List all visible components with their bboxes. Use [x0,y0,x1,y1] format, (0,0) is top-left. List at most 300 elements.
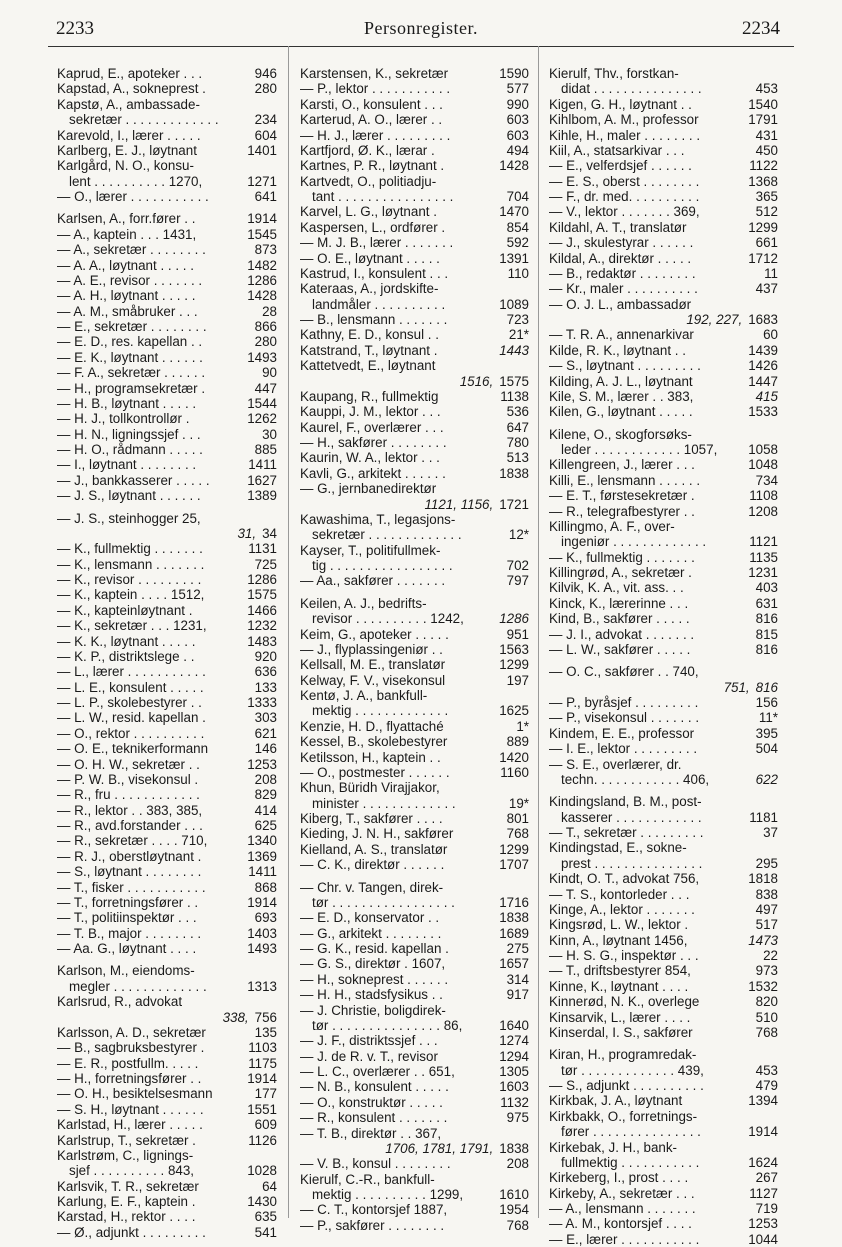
entry-page-ref: 1657 [499,956,529,972]
register-entry [300,780,529,811]
register-entry [549,1170,778,1185]
register-entry [549,220,778,235]
register-entry [57,158,277,189]
entry-name: — P., lektor . . . . . . . . . . . [300,81,451,97]
entry-name: — K. P., distriktslege . . [57,648,195,664]
entry-text [57,304,258,319]
register-entry [57,1102,277,1117]
entry-text [549,1232,744,1247]
entry-page-ref: 1540 [748,96,778,112]
entry-name: Kinnerød, N. K., overlege [549,994,700,1010]
register-entry [300,66,529,81]
entry-name: — F. A., sekretær . . . . . . [57,365,206,381]
entry-name: — J. I., advokat . . . . . . . [549,626,695,642]
register-entry [549,825,778,840]
register-entry [549,933,778,948]
register-entry [549,963,778,978]
entry-page-ref: 780 [506,435,529,450]
entry-page-ref: 1313 [247,978,277,994]
register-entry [57,258,277,273]
entry-page-ref: 1443 [499,342,529,358]
entry-name: Khun, Büridh Virajjakor, [300,780,440,796]
entry-name: Kastrud, I., konsulent . . . [300,265,449,281]
entry-continuation: 338, [222,1009,249,1025]
entry-text [57,227,243,242]
register-entry [57,1025,277,1040]
register-entry [549,1186,778,1201]
entry-text [549,963,752,978]
entry-name: — H. J., tollkontrollør . [57,411,190,427]
entry-name: — H., sakfører . . . . . . . . [300,435,447,450]
entry-name: Kateraas, A., jordskifte- [300,281,439,297]
entry-page-ref: 1683 [748,312,778,327]
entry-page-ref: 1028 [247,1163,277,1179]
entry-page-ref: 437 [755,281,778,297]
entry-name: — O., konstruktør . . . . . [300,1094,443,1110]
entry-page-ref: 1286 [499,611,529,627]
entry-page-ref: 1640 [499,1017,529,1033]
entry-name: — H. N., ligningssjef . . . [57,426,201,442]
entry-continuation: 192, 227, [686,312,743,327]
register-entry [57,833,277,848]
entry-page-ref: 1838 [499,1140,529,1156]
entry-text [549,710,755,725]
entry-page-ref: 990 [506,96,529,112]
register-entry [300,281,529,312]
register-entry [300,1110,529,1125]
entry-name: Kindingsland, B. M., post- [549,794,702,810]
register-entry [300,596,529,627]
entry-text [549,158,745,173]
entry-text [57,158,243,189]
entry-page-ref: 1294 [499,1048,529,1064]
entry-continuation: fører . . . . . . . . . . . . . . . [561,1124,701,1140]
entry-name: — J., bankkasserer . . . . . [57,472,210,488]
entry-page-ref: 280 [254,81,277,97]
entry-page-ref: 1533 [748,404,778,420]
entry-name: — R., fru . . . . . . . . . . . . [57,787,200,803]
entry-text [300,811,503,826]
entry-name: — K., kapteinløytnant . [57,602,193,618]
entry-name: Kawashima, T., legasjons- [300,511,456,527]
entry-text [57,926,243,941]
entry-text [300,174,503,205]
entry-text [549,235,752,250]
entry-page-ref: 1473 [748,932,778,948]
entry-page-ref: 21* [508,327,529,343]
entry-page-ref: 275 [506,941,529,956]
entry-page-ref: 1160 [500,764,529,780]
entry-name: — K., revisor . . . . . . . . . [57,572,202,587]
entry-name: Kinge, A., lektor . . . . . . . [549,901,695,917]
entry-text [549,840,752,871]
entry-name: Kilen, G., løytnant . . . . . [549,404,693,420]
register-entry [300,128,529,143]
entry-name: Kelway, F. V., visekonsul [300,672,446,688]
entry-name: Karlstad, H., lærer . . . . . [57,1117,203,1133]
entry-page-ref: 1430 [247,1194,277,1209]
entry-text [300,627,503,642]
entry-page-ref: 1447 [748,373,778,389]
register-entry [57,818,277,833]
register-entry [549,174,778,189]
entry-text [57,189,251,204]
entry-text [549,757,752,788]
entry-text [549,825,759,840]
entry-page-ref: 1391 [499,250,529,266]
entry-name: — G., arkitekt . . . . . . . . [300,925,442,941]
entry-name: — R., lektor . . 383, 385, [57,802,203,818]
entry-name: Kihlbom, A. M., professor [549,112,699,128]
register-entry [300,627,529,642]
entry-text [57,803,251,818]
entry-continuation: fullmektig . . . . . . . . . . . [561,1154,700,1170]
entry-name: Kinn, A., løytnant 1456, [549,932,688,948]
entry-page-ref: 854 [506,219,529,235]
entry-name: — K., fullmektig . . . . . . . [57,541,203,557]
entry-text [549,1216,744,1231]
register-entry [57,1133,277,1148]
entry-name: — J., skulestyrar . . . . . . [549,235,694,251]
entry-name: — B., redaktør . . . . . . . . [549,265,696,281]
register-entry [300,880,529,911]
register-entry [300,1126,529,1157]
entry-name: — O. J. L., ambassadør [549,296,692,312]
register-entry [549,917,778,932]
entry-page-ref: 295 [755,855,778,871]
register-entry [549,427,778,458]
entry-name: Ketilsson, H., kaptein . . [300,749,441,765]
entry-text [57,381,251,396]
entry-text [549,519,745,550]
register-entry [549,887,778,902]
entry-name: — S. H., løytnant . . . . . . [57,1101,204,1117]
register-entry [300,466,529,481]
register-entry [57,273,277,288]
entry-page-ref: 1716 [499,894,529,910]
entry-page-ref: 30 [262,426,277,442]
register-entry [300,972,529,987]
entry-text [300,266,504,281]
entry-text [57,572,243,587]
entry-page-ref: 234 [254,112,277,128]
entry-name: Kinserdal, I. S., sakfører [549,1024,693,1040]
entry-page-ref: 1625 [499,703,529,719]
entry-continuation: 31, [237,525,257,541]
entry-page-ref: 1121 [749,534,778,550]
register-entry [57,710,277,725]
entry-text [57,726,251,741]
entry-continuation: tant . . . . . . . . . . . . . . . . [312,189,454,204]
register-entry [57,726,277,741]
entry-page-ref: 1299 [499,657,529,673]
entry-text [549,143,752,158]
entry-page-ref: 1627 [247,472,277,488]
entry-text [300,327,505,342]
entry-page-ref: 1838 [499,910,529,926]
register-entry [300,857,529,872]
entry-name: — I., løytnant . . . . . . . . [57,457,197,473]
entry-page-ref: 1428 [247,288,277,304]
entry-text [300,235,503,250]
register-entry [549,840,778,871]
register-entry [57,634,277,649]
entry-text [57,427,258,442]
entry-name: — L. W., sakfører . . . . . [549,641,691,657]
entry-text [549,251,744,266]
entry-text [549,112,744,127]
entry-page-ref: 647 [506,419,529,435]
entry-name: — J. S., løytnant . . . . . . [57,488,201,504]
register-entry [549,266,778,281]
entry-page-ref: 702 [506,558,529,573]
register-entry [57,941,277,956]
entry-name: Kessel, B., skolebestyrer [300,734,448,750]
entry-text [57,941,243,956]
entry-text [549,404,744,419]
entry-name: Kinne, K., løytnant . . . . [549,978,689,994]
entry-name: Kilene, O., skogforsøks- [549,426,692,442]
entry-page-ref: 1603 [499,1079,529,1095]
entry-text [57,511,258,542]
entry-page-ref: 1590 [499,66,529,81]
register-entry [57,334,277,349]
entry-name: Kartvedt, O., politiadju- [300,173,437,189]
entry-page-ref: 1689 [499,925,529,941]
register-entry [57,603,277,618]
register-entry [549,143,778,158]
entry-text [57,143,243,158]
entry-name: — A., lensmann . . . . . . . [549,1201,696,1216]
entry-name: — G. S., direktør . 1607, [300,956,446,972]
entry-page-ref: 868 [254,879,277,895]
register-entry [549,871,778,886]
entry-name: Karlsen, A., forr.fører . . [57,211,196,227]
entry-continuation: sekretær . . . . . . . . . . . . . [69,112,219,128]
entry-name: — R., konsulent . . . . . . . [300,1110,448,1126]
entry-page-ref: 1838 [499,465,529,481]
register-entry [300,1095,529,1110]
entry-text [300,1003,495,1034]
entry-text [549,66,752,97]
register-entry [57,189,277,204]
entry-name: Karevold, I., lærer . . . . . [57,127,201,143]
register-entry [549,794,778,825]
entry-page-ref: 622 [755,771,778,787]
register-entry [57,849,277,864]
register-entry [57,227,277,242]
entry-continuation: ingeniør . . . . . . . . . . . . . [561,534,707,550]
entry-text [57,97,251,128]
entry-text [549,1093,744,1108]
entry-page-ref: 28 [262,303,277,319]
register-entry [300,251,529,266]
entry-text [300,281,495,312]
register-entry [300,389,529,404]
register-entry [57,128,277,143]
entry-text [57,994,251,1025]
entry-text [300,158,495,173]
entry-page-ref: 1286 [247,272,277,288]
register-entry [549,642,778,657]
entry-page-ref: 1286 [247,572,277,587]
entry-text [549,580,752,595]
entry-name: — O., postmester . . . . . . [300,764,450,780]
entry-text [549,1140,744,1171]
entry-text [300,251,495,266]
entry-text [300,1218,503,1233]
entry-page-ref: 11 [764,265,778,281]
entry-text [57,1209,251,1224]
entry-continuation: tig . . . . . . . . . . . . . . . . . [312,558,453,573]
entry-name: Kentø, J. A., bankfull- [300,688,428,703]
entry-page-ref: 917 [506,987,529,1003]
entry-page-ref: 1369 [247,848,277,864]
register-entry [57,427,277,442]
entry-text [57,211,243,226]
entry-text [57,695,243,710]
entry-text [300,972,503,987]
entry-page-ref: 64 [262,1178,277,1194]
register-entry [300,435,529,450]
entry-text [57,1086,251,1101]
entry-text [57,787,251,802]
entry-continuation: sjef . . . . . . . . . . 843, [69,1163,195,1179]
register-entry [549,389,778,404]
entry-name: — L. C., overlærer . . 651, [300,1064,455,1079]
entry-name: — A. A., løytnant . . . . . [57,257,194,273]
entry-page-ref: 60 [763,327,778,343]
entry-text [57,1040,244,1055]
entry-name: — T., driftsbestyrer 854, [549,963,691,979]
entry-page-ref: 1127 [749,1185,778,1201]
entry-page-ref: 1914 [748,1124,778,1140]
register-entry [300,143,529,158]
entry-name: Killengreen, J., lærer . . . [549,457,695,473]
entry-name: Kinck, K., lærerinne . . . [549,595,689,611]
entry-name: — C. K., direktør . . . . . . [300,857,445,873]
register-entry [549,741,778,756]
entry-text [57,81,251,96]
entry-page-ref: 1493 [247,349,277,365]
entry-text [57,1056,244,1071]
entry-name: — A. M., kontorsjef . . . . [549,1216,692,1232]
register-entry [549,404,778,419]
entry-text [57,618,243,633]
entry-name: Keilen, A. J., bedrifts- [300,595,427,611]
register-entry [549,1025,778,1040]
entry-page-ref: 820 [755,994,778,1010]
entry-page-ref: 973 [755,963,778,979]
entry-text [57,910,251,925]
entry-page-ref: 37 [763,825,778,840]
register-entry [57,288,277,303]
register-entry [300,97,529,112]
register-column-3 [549,66,778,1247]
entry-page-ref: 541 [254,1224,277,1240]
entry-page-ref: 536 [506,404,529,420]
entry-page-ref: 1493 [247,941,277,956]
entry-text [300,926,495,941]
register-entry [57,1040,277,1055]
entry-text [57,457,244,472]
register-entry [300,734,529,749]
entry-page-ref: 1426 [748,358,778,374]
entry-name: — H. H., stadsfysikus . . [300,987,443,1003]
entry-name: — T. B., major . . . . . . . . [57,925,202,941]
entry-text [57,634,243,649]
entry-page-ref: 1103 [248,1040,277,1056]
entry-text [300,573,503,588]
entry-name: — E. R., postfullm. . . . . [57,1055,199,1071]
register-entry [57,664,277,679]
register-entry [57,880,277,895]
entry-name: — I. E., lektor . . . . . . . . . [549,741,698,757]
register-column-1 [57,66,277,1240]
entry-continuation: 1121, 1156, [424,496,494,512]
entry-page-ref: 1175 [248,1055,277,1071]
entry-page-ref: 768 [755,1024,778,1040]
entry-text [549,473,752,488]
entry-continuation: sekretær . . . . . . . . . . . . . [312,527,462,543]
entry-text [57,649,251,664]
entry-name: Kartnes, P. R., løytnant . [300,158,445,174]
entry-page-ref: 1818 [748,871,778,887]
entry-page-ref: 1545 [247,226,277,242]
register-entry [549,297,778,328]
register-entry [549,158,778,173]
entry-text [300,543,503,574]
entry-name: — A. M., småbruker . . . [57,303,198,319]
entry-name: Kindem, E. E., professor [549,725,695,741]
page-number-left: 2233 [56,18,94,39]
entry-page-ref: 133 [254,679,277,695]
entry-page-ref: 280 [254,334,277,350]
entry-page-ref: 110 [507,265,529,281]
entry-name: — H., forretningsfører . . [57,1071,202,1086]
entry-text [549,297,744,328]
entry-continuation: megler . . . . . . . . . . . . . [69,978,207,994]
register-column-2 [300,66,529,1233]
column-divider [538,46,539,1218]
entry-name: Kartfjord, Ø. K., lærar . [300,142,435,158]
register-entry [300,512,529,543]
entry-page-ref: 494 [506,142,529,158]
register-entry [57,803,277,818]
entry-page-ref: 1394 [748,1093,778,1109]
entry-text [57,1025,251,1040]
register-entry [57,66,277,81]
entry-name: Kindingstad, E., sokne- [549,840,687,856]
entry-page-ref: 1* [516,718,529,734]
entry-name: — H. B., løytnant . . . . . [57,395,197,411]
entry-page-ref: 1253 [748,1216,778,1232]
entry-page-ref: 609 [254,1117,277,1133]
entry-name: — H., sokneprest . . . . . . [300,971,449,987]
register-entry [300,826,529,841]
register-entry [57,143,277,158]
entry-name: Kilding, A. J. L., løytnant [549,373,693,389]
entry-name: — S. E., overlærer, dr. [549,756,682,772]
entry-text [549,281,752,296]
register-entry [57,695,277,710]
register-entry [549,565,778,580]
register-entry [300,312,529,327]
entry-text [300,596,495,627]
entry-page-ref: 816 [755,641,778,657]
register-entry [549,281,778,296]
entry-page-ref: 1721 [499,496,529,512]
